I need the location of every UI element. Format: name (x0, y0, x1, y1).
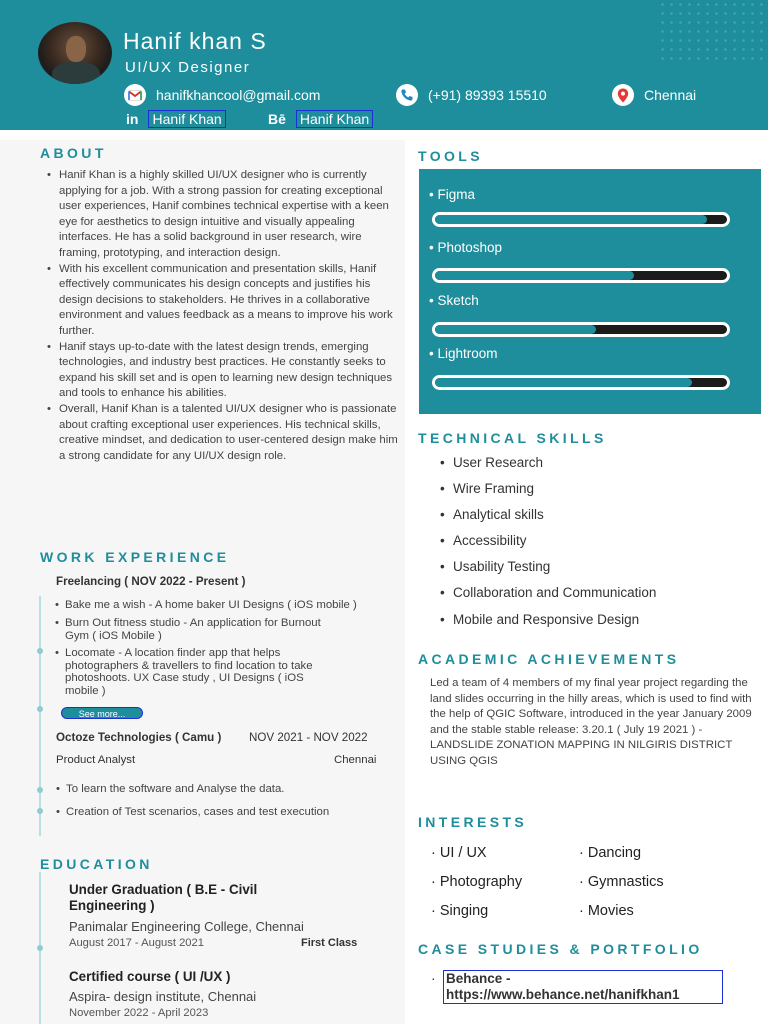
academic-heading: ACADEMIC ACHIEVEMENTS (418, 651, 680, 667)
header-banner (0, 0, 768, 130)
tool-label: Figma (437, 187, 475, 202)
freelance-item: • Burn Out fitness studio - An application for Burnout Gym ( iOS Mobile ) (55, 617, 345, 642)
avatar (38, 22, 112, 84)
tool-level (435, 215, 707, 224)
interest-item: · UI / UX (431, 845, 487, 861)
freelance-title: Freelancing ( NOV 2022 - Present ) (56, 575, 246, 588)
tool-bar (432, 322, 730, 337)
interest-item: · Movies (579, 903, 634, 919)
timeline-dot (37, 648, 43, 654)
about-item: • Hanif stays up-to-date with the latest design trends, emerging technologies, and industry best practices. He constantly seeks to expand his skill set and is open to learning new design techniques and tools to enhance his abilities. (45, 340, 400, 402)
tool-label: Lightroom (437, 346, 498, 361)
timeline-dot (37, 808, 43, 814)
skill-item: • Mobile and Responsive Design (440, 611, 656, 637)
behance-portfolio-link[interactable]: Behance - https://www.behance.net/hanifkhan1 (443, 970, 723, 1004)
tools-panel (419, 169, 761, 414)
skill-item: • Analytical skills (440, 506, 656, 532)
education-dates: November 2022 - April 2023 (69, 1007, 209, 1019)
email-contact[interactable] (124, 84, 320, 106)
timeline-dot (37, 706, 43, 712)
interest-item: · Dancing (579, 845, 642, 861)
candidate-role: UI/UX Designer (125, 59, 251, 76)
tool-level (435, 325, 596, 334)
interest-item: · Photography (431, 874, 523, 890)
education-heading: EDUCATION (40, 856, 153, 872)
tool-name: • Lightroom (429, 346, 498, 361)
gmail-icon (124, 84, 146, 106)
tool-name: • Sketch (429, 293, 479, 308)
behance-icon: Bē (268, 111, 286, 127)
phone-contact[interactable] (396, 84, 547, 106)
about-heading: ABOUT (40, 145, 107, 161)
academic-text: Led a team of 4 members of my final year project regarding the land slides occurring in the hilly areas, which is used to find with the help of QGIC Software, introduced in the year January 2009 and the stable stable release: 3.20.1 ( July 19 2021 ) - LANDSLIDE ZONATION MAPPING IN NILGIRIS DISTRICT USING QGIS (430, 677, 752, 767)
tool-level (435, 271, 634, 280)
skill-item: • Usability Testing (440, 558, 656, 584)
behance-link[interactable]: Hanif Khan (296, 110, 373, 128)
skill-item: • Accessibility (440, 532, 656, 558)
education-degree: Certified course ( UI /UX ) (69, 969, 231, 984)
work-heading: WORK EXPERIENCE (40, 549, 230, 565)
company-name: Octoze Technologies ( Camu ) (56, 731, 222, 744)
education-grade: First Class (301, 937, 358, 949)
freelance-item: • Bake me a wish - A home baker UI Designs ( iOS mobile ) (55, 599, 415, 612)
tool-bar (432, 375, 730, 390)
candidate-name: Hanif khan S (123, 28, 267, 54)
see-more-button[interactable]: See more... (61, 707, 143, 719)
position-location: Chennai (334, 754, 377, 766)
company-item: • Creation of Test scenarios, cases and test execution (56, 806, 346, 819)
tool-bar (432, 212, 730, 227)
technical-skills-heading: TECHNICAL SKILLS (418, 430, 607, 446)
avatar-face (66, 36, 86, 62)
company-dates: NOV 2021 - NOV 2022 (249, 731, 368, 744)
company-item: • To learn the software and Analyse the data. (56, 783, 386, 796)
skill-item: • Collaboration and Communication (440, 584, 656, 610)
interest-item: · Gymnastics (579, 874, 664, 890)
location-pin-icon (612, 84, 634, 106)
decorative-dots (658, 0, 768, 60)
location-text: Chennai (644, 87, 697, 103)
phone-text: (+91) 89393 15510 (428, 87, 547, 103)
tool-label: Sketch (437, 293, 479, 308)
freelance-item: • Locomate - A location finder app that helps photographers & travellers to find location to take photoshoots. UX Case study , UI Designs ( iOS mobile ) (55, 647, 315, 697)
tool-name: • Figma (429, 187, 475, 202)
about-item: • With his excellent communication and presentation skills, Hanif effectively communicates his design concepts and justifies his design decisions to stakeholders. He thrives in a collaborative environment and values feedback as a means to improve his work further. (45, 262, 400, 340)
portfolio-bullet: · (431, 970, 436, 986)
education-dates: August 2017 - August 2021 (69, 937, 204, 949)
avatar-shirt (52, 62, 100, 84)
skill-item: • User Research (440, 454, 656, 480)
behance-contact[interactable] (268, 110, 373, 128)
education-institute: Aspira- design institute, Chennai (69, 989, 257, 1004)
timeline-dot (37, 787, 43, 793)
work-timeline (39, 596, 41, 836)
linkedin-contact[interactable] (126, 110, 226, 128)
linkedin-icon: in (126, 111, 139, 127)
tools-heading: TOOLS (418, 148, 483, 164)
about-list (45, 168, 400, 464)
linkedin-link[interactable]: Hanif Khan (148, 110, 225, 128)
about-item: • Overall, Hanif Khan is a talented UI/UX designer who is passionate about crafting exceptional user experiences. His technical skills, creative mindset, and dedication to user-centered design make him a strong candidate for any UI/UX design role. (45, 402, 400, 464)
interest-item: · Singing (431, 903, 489, 919)
timeline-dot (37, 945, 43, 951)
tool-label: Photoshop (437, 240, 503, 255)
phone-icon (396, 84, 418, 106)
email-text: hanifkhancool@gmail.com (156, 87, 321, 103)
location-contact (612, 84, 696, 106)
education-institute: Panimalar Engineering College, Chennai (69, 919, 304, 934)
technical-skills-list (440, 454, 656, 637)
interests-heading: INTERESTS (418, 814, 528, 830)
tool-level (435, 378, 692, 387)
position-title: Product Analyst (56, 754, 136, 766)
portfolio-heading: CASE STUDIES & PORTFOLIO (418, 941, 703, 957)
skill-item: • Wire Framing (440, 480, 656, 506)
tool-name: • Photoshop (429, 240, 503, 255)
tool-bar (432, 268, 730, 283)
education-degree: Under Graduation ( B.E - Civil Engineering ) (69, 882, 258, 913)
about-item: • Hanif Khan is a highly skilled UI/UX designer who is currently applying for a job. With a strong passion for creating exceptional user experiences, Hanif combines technical expertise with a keen eye for aesthetics to design intuitive and visually appealing interfaces. He has a solid background in user research, wire framing, prototyping, and interaction design. (45, 168, 400, 262)
